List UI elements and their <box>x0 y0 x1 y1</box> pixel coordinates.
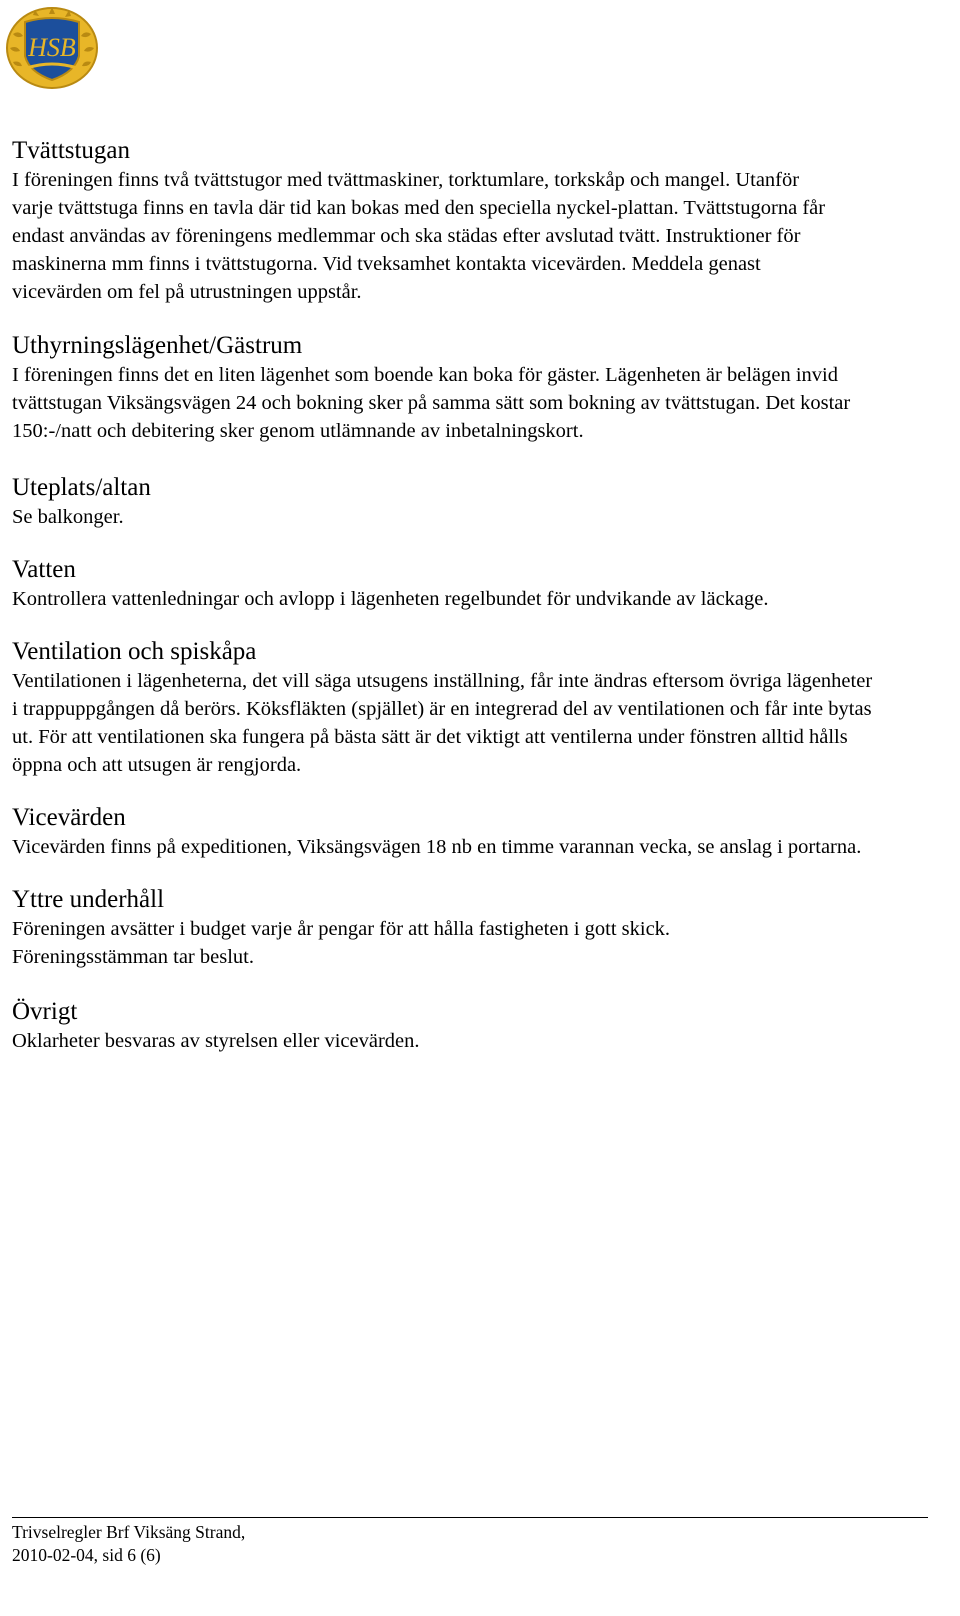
section-uthyrningslagenhet <box>12 331 912 445</box>
section-text: Oklarheter besvaras av styrelsen eller vicevärden. <box>12 1030 420 1052</box>
section-text: Ventilationen i lägenheterna, det vill säga utsugens inställning, får inte ändras eftersom övriga lägenheter i trappuppgången då berörs. Köksfläkten (spjället) är en integrerad del av ventilationen och får inte bytas ut. För att ventilationen ska fungera på bästa sätt är det viktigt att ventilerna under fönstren alltid hålls öppna och att utsugen är rengjorda. <box>12 670 873 776</box>
section-vicevarden <box>12 803 912 861</box>
section-ovrigt <box>12 997 912 1055</box>
section-heading: Vatten <box>12 556 76 583</box>
section-ventilation <box>12 637 912 779</box>
section-heading: Övrigt <box>12 998 78 1025</box>
footer-divider <box>12 1517 928 1518</box>
document-body <box>12 136 912 1055</box>
section-text: I föreningen finns två tvättstugor med tvättmaskiner, torktumlare, torkskåp och mangel. Utanför varje tvättstuga finns en tavla där tid kan bokas med den speciella nyckel-plattan. Tvättstugorna får endast användas av föreningens medlemmar och ska städas efter avslutad tvätt. Instruktioner för maskinerna mm finns i tvättstugorna. Vid tveksamhet kontakta vicevärden. Meddela genast vicevärden om fel på utrustningen uppstår. <box>12 169 826 303</box>
section-heading: Uthyrningslägenhet/Gästrum <box>12 332 303 359</box>
section-heading: Uteplats/altan <box>12 474 151 501</box>
section-heading: Vicevärden <box>12 804 126 831</box>
page-footer <box>12 1521 245 1567</box>
section-text: I föreningen finns det en liten lägenhet som boende kan boka för gäster. Lägenheten är belägen invid tvättstugan Viksängsvägen 24 och bokning sker på samma sätt som bokning av tvättstugan. Det kostar 150:-/natt och debitering sker genom utlämnande av inbetalningskort. <box>12 364 851 442</box>
section-text: Se balkonger. <box>12 506 124 528</box>
section-yttre-underhall <box>12 885 912 971</box>
section-heading: Yttre underhåll <box>12 886 165 913</box>
logo-text: HSB <box>28 33 76 62</box>
section-uteplats <box>12 473 912 531</box>
section-vatten <box>12 555 912 613</box>
hsb-logo <box>5 4 99 90</box>
footer-page-info: 2010-02-04, sid 6 (6) <box>12 1545 161 1565</box>
section-heading: Tvättstugan <box>12 137 131 164</box>
section-heading: Ventilation och spiskåpa <box>12 638 257 665</box>
section-text: Vicevärden finns på expeditionen, Viksängsvägen 18 nb en timme varannan vecka, se anslag i portarna. <box>12 836 862 858</box>
section-text: Kontrollera vattenledningar och avlopp i lägenheten regelbundet för undvikande av läckage. <box>12 588 769 610</box>
footer-title: Trivselregler Brf Viksäng Strand, <box>12 1522 246 1542</box>
section-text: Föreningen avsätter i budget varje år pengar för att hålla fastigheten i gott skick. Föreningsstämman tar beslut. <box>12 918 671 968</box>
section-tvattstugan <box>12 136 912 306</box>
